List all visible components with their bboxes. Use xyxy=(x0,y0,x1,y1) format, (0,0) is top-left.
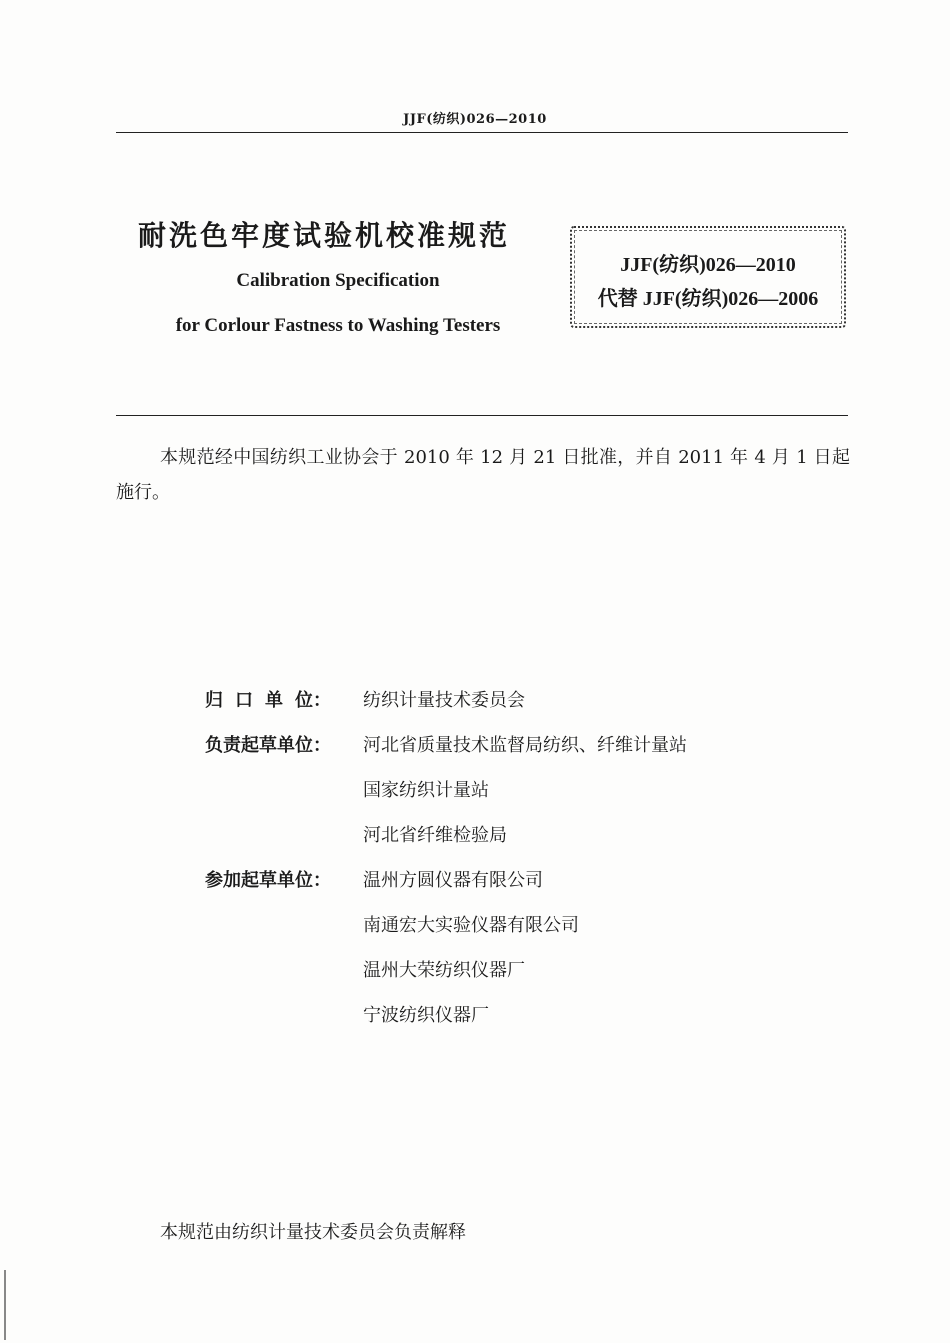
responsible-unit-row xyxy=(205,686,525,716)
title-chinese: 耐洗色牢度试验机校准规范 xyxy=(138,219,511,252)
approval-statement: 本规范经中国纺织工业协会于 2010 年 12 月 21 日批准，并自 2011 年 4 月 1 日起施行。 xyxy=(116,447,850,503)
participating-unit-row xyxy=(205,866,543,896)
responsible-unit-value: 纺织计量技术委员会 xyxy=(363,690,525,711)
standard-code-box xyxy=(570,226,846,328)
title-english-line2: for Corlour Fastness to Washing Testers xyxy=(175,315,501,336)
participating-unit-value: 南通宏大实验仪器有限公司 xyxy=(363,915,579,936)
title-divider xyxy=(116,415,848,416)
code-box-replaces: 代替 JJF(纺织)026—2006 xyxy=(597,288,819,310)
participating-unit-value: 宁波纺织仪器厂 xyxy=(363,1005,489,1026)
interpretation-note: 本规范由纺织计量技术委员会负责解释 xyxy=(160,1222,466,1243)
scan-edge-mark xyxy=(4,1270,6,1340)
drafting-unit-label: 负责起草单位： xyxy=(205,735,331,756)
participating-unit-value: 温州方圆仪器有限公司 xyxy=(363,870,543,891)
drafting-unit-value: 河北省质量技术监督局纺织、纤维计量站 xyxy=(363,735,687,756)
drafting-unit-value: 国家纺织计量站 xyxy=(363,780,489,801)
participating-unit-label: 参加起草单位： xyxy=(205,870,331,891)
responsible-unit-label: 归口单位： xyxy=(205,690,331,711)
participating-unit-value: 温州大荣纺织仪器厂 xyxy=(363,960,525,981)
header-standard-code: JJF(纺织)026—2010 xyxy=(403,112,547,127)
code-box-current: JJF(纺织)026—2010 xyxy=(620,254,796,276)
title-english-line1: Calibration Specification xyxy=(236,270,440,291)
drafting-unit-value: 河北省纤维检验局 xyxy=(363,825,507,846)
header-divider xyxy=(116,132,848,133)
drafting-unit-row xyxy=(205,731,687,761)
